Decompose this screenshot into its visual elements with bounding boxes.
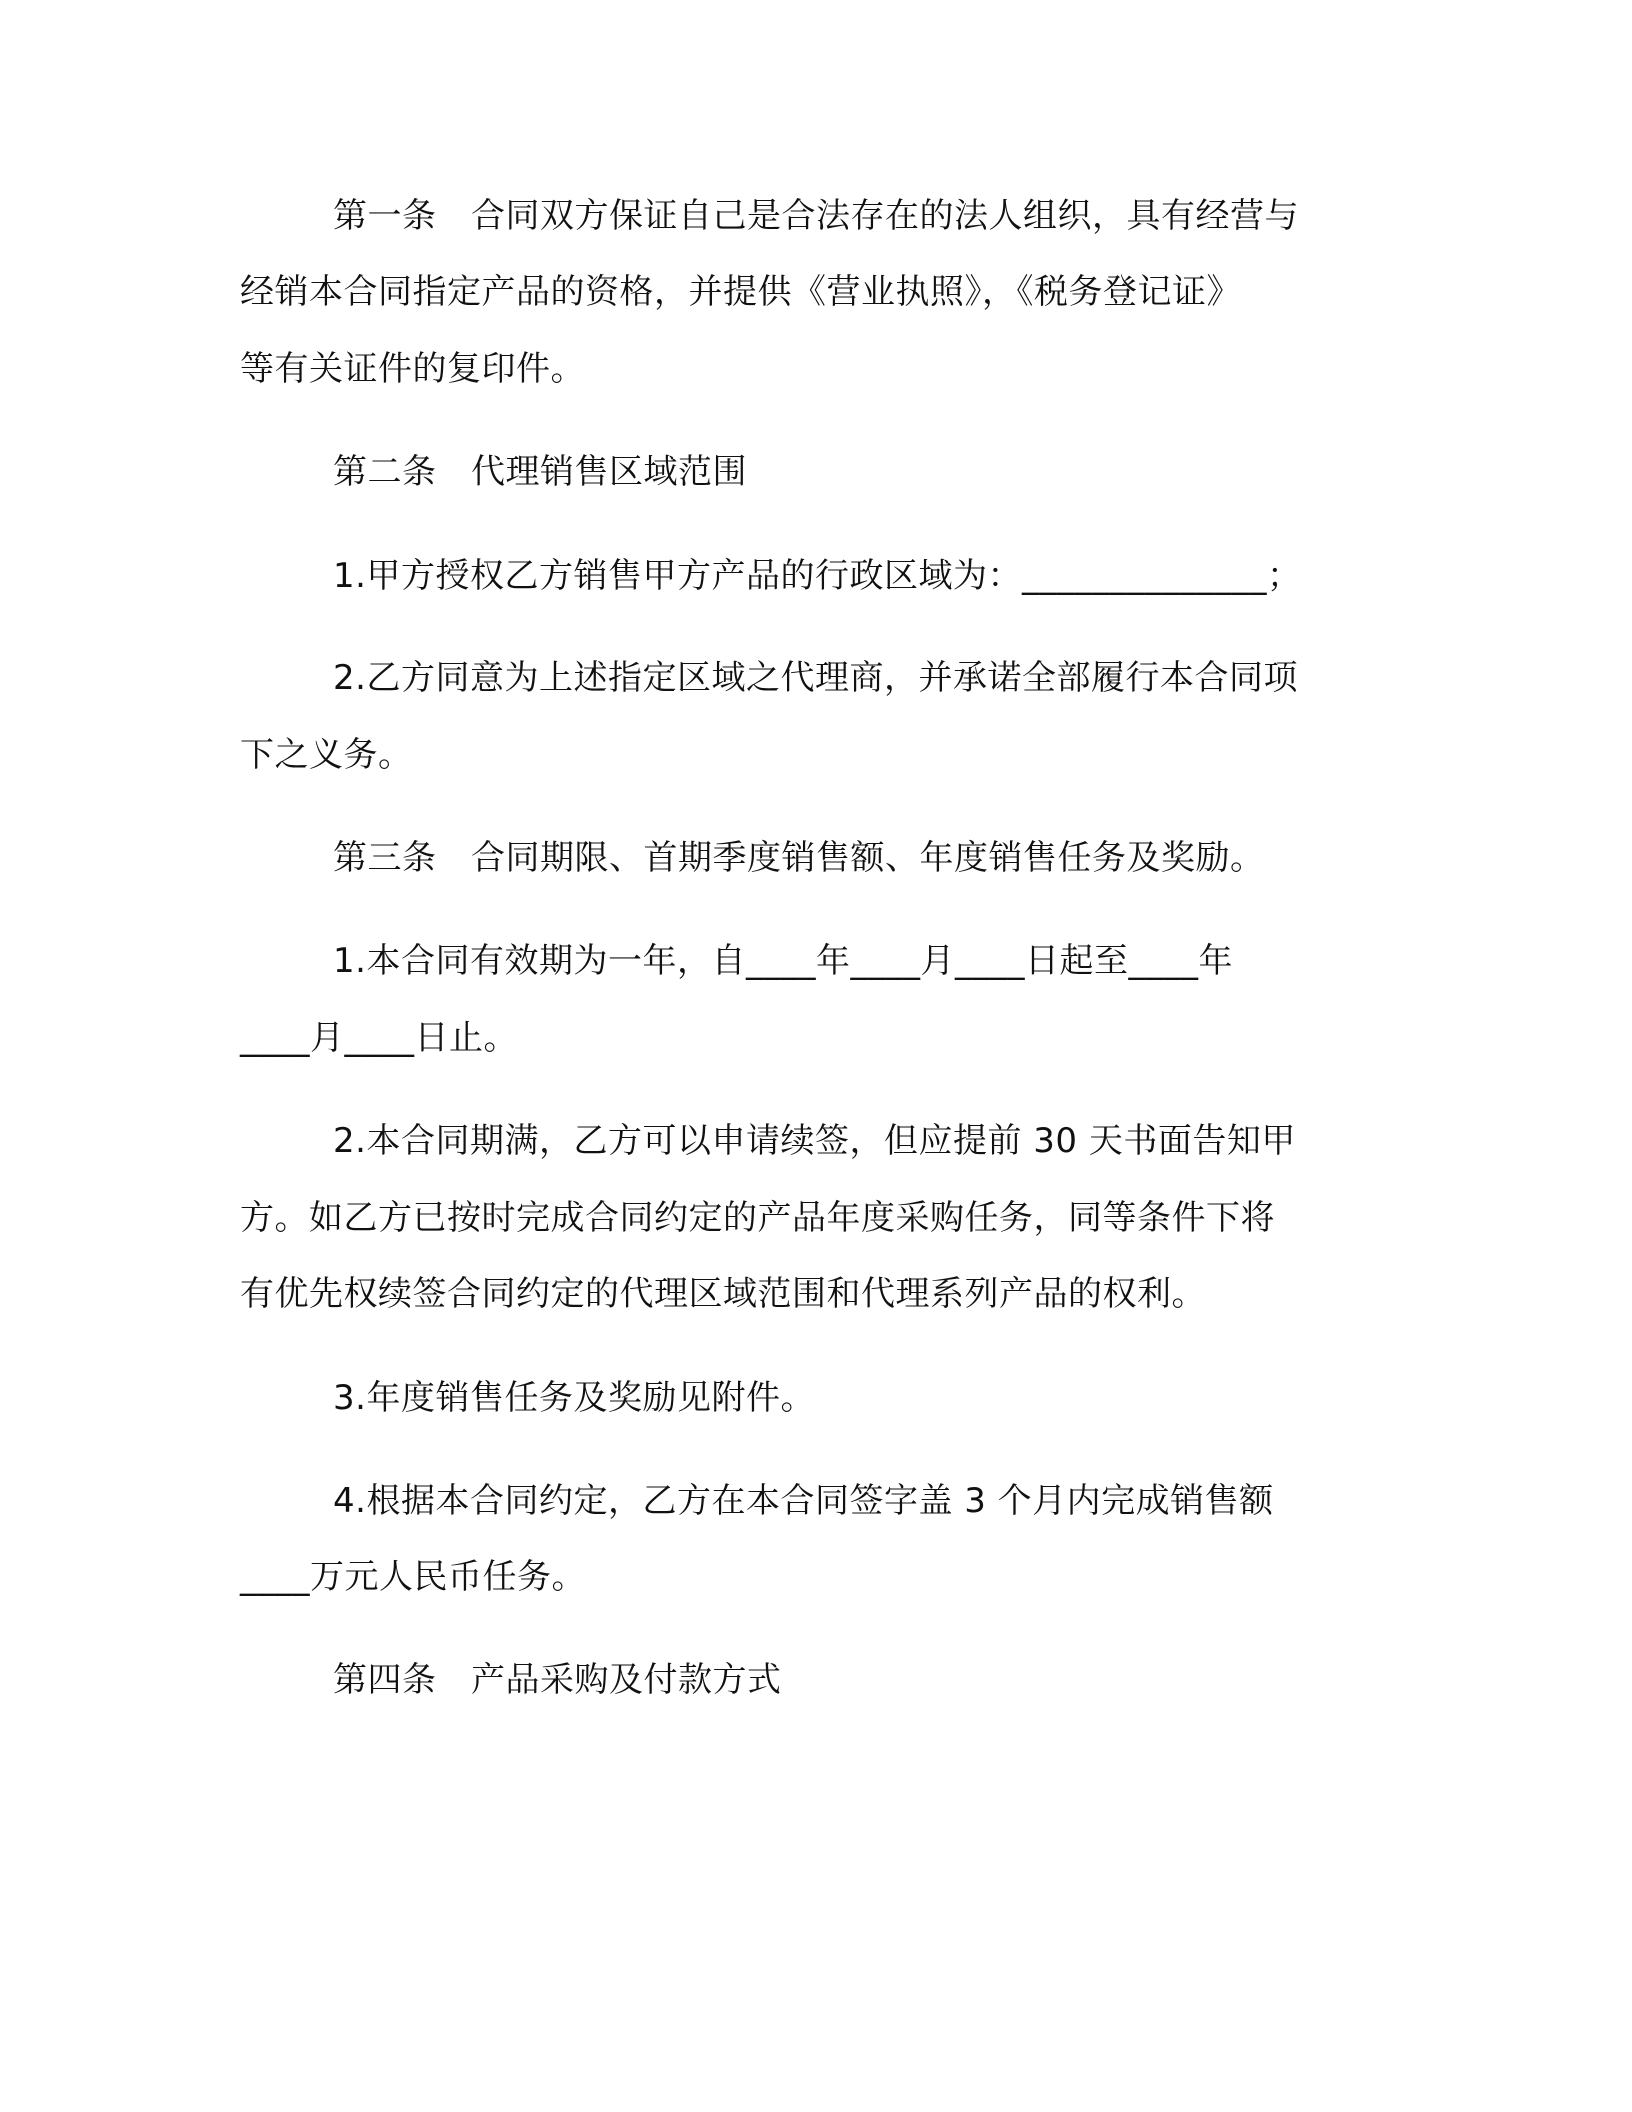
article-3-item-2-line-2: 方。如乙方已按时完成合同约定的产品年度采购任务，同等条件下将 — [240, 1198, 1275, 1238]
article-3-item-1-line-2: ____月____日止。 — [240, 1018, 518, 1058]
article-1-line-3: 等有关证件的复印件。 — [240, 349, 585, 389]
article-1-line-1: 第一条 合同双方保证自己是合法存在的法人组织，具有经营与 — [333, 196, 1299, 236]
article-1-line-2: 经销本合同指定产品的资格，并提供《营业执照》，《税务登记证》 — [240, 272, 1241, 312]
article-3-item-4-line-1: 4.根据本合同约定，乙方在本合同签字盖 3 个月内完成销售额 — [333, 1481, 1274, 1521]
article-2-item-1: 1.甲方授权乙方销售甲方产品的行政区域为：______________； — [333, 556, 1302, 596]
article-3-heading: 第三条 合同期限、首期季度销售额、年度销售任务及奖励。 — [333, 838, 1265, 878]
article-2-item-2-line-1: 2.乙方同意为上述指定区域之代理商，并承诺全部履行本合同项 — [333, 658, 1298, 698]
article-2-heading: 第二条 代理销售区域范围 — [333, 452, 747, 492]
article-3-item-1-line-1: 1.本合同有效期为一年，自____年____月____日起至____年 — [333, 941, 1233, 981]
article-2-item-2-line-2: 下之义务。 — [240, 735, 413, 775]
article-3-item-2-line-3: 有优先权续签合同约定的代理区域范围和代理系列产品的权利。 — [240, 1274, 1206, 1314]
article-3-item-2-line-1: 2.本合同期满，乙方可以申请续签，但应提前 30 天书面告知甲 — [333, 1121, 1296, 1161]
article-4-heading: 第四条 产品采购及付款方式 — [333, 1660, 782, 1700]
article-3-item-3: 3.年度销售任务及奖励见附件。 — [333, 1378, 815, 1418]
article-3-item-4-line-2: ____万元人民币任务。 — [240, 1557, 586, 1597]
